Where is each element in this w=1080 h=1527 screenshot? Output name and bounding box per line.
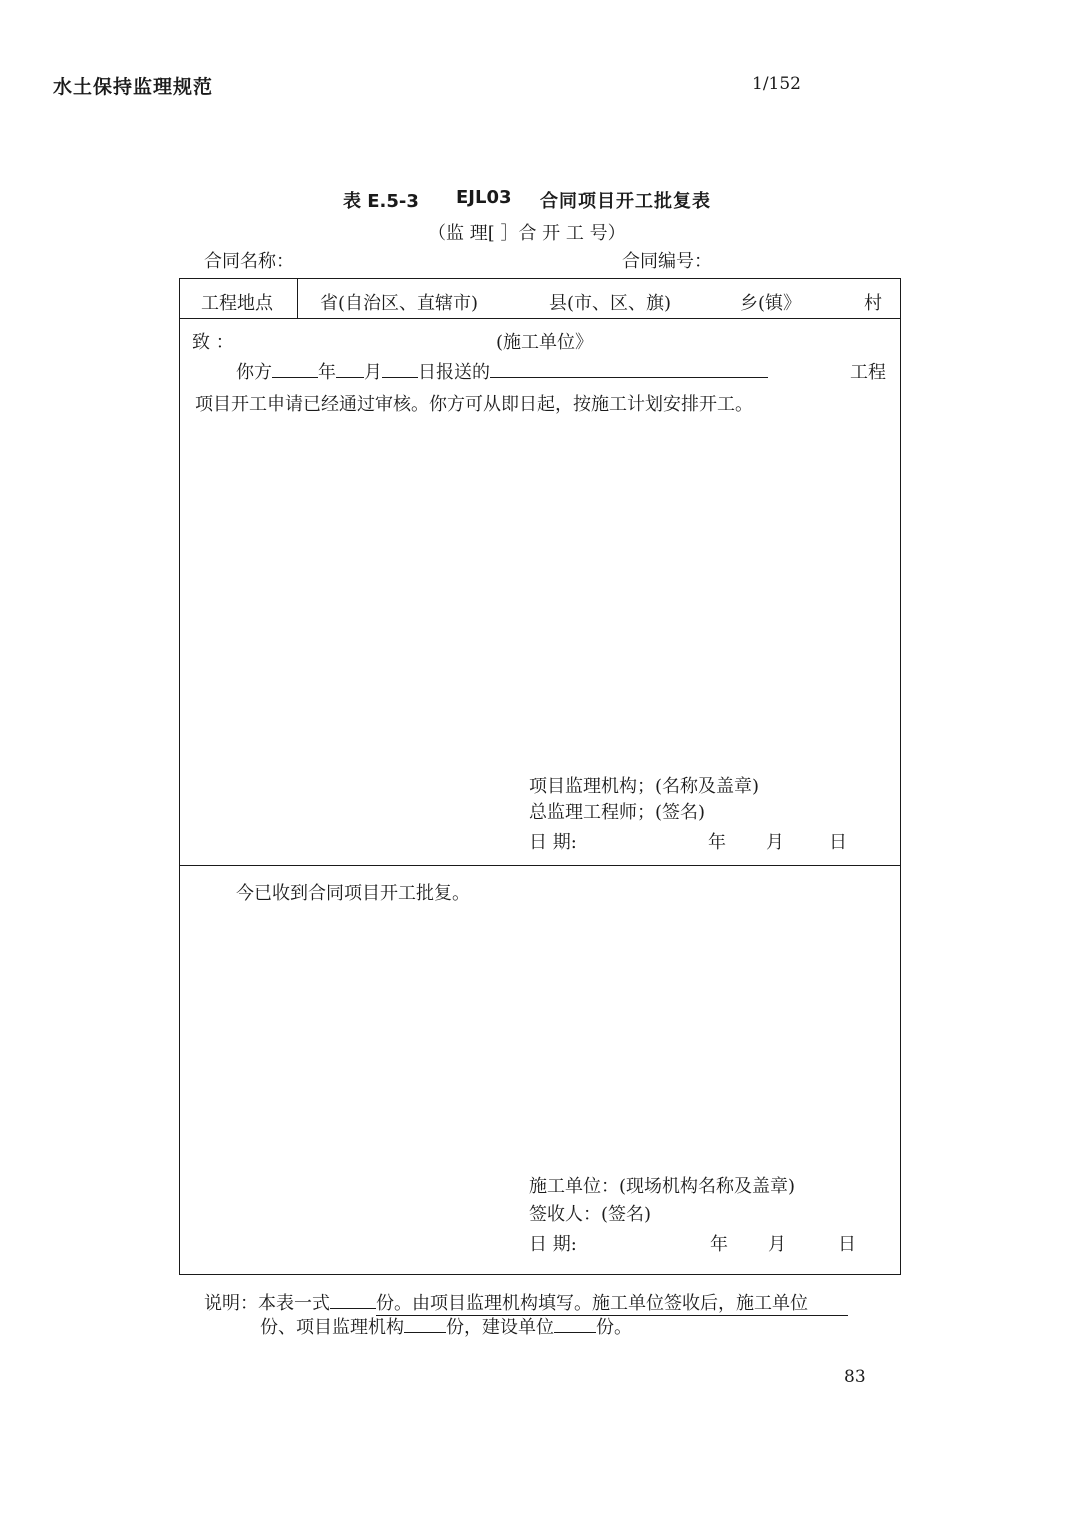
page-indicator: 1/152	[752, 74, 801, 94]
project-blank	[490, 359, 768, 378]
contractor-unit-label: 施工单位：(现场机构名称及盖章)	[529, 1176, 796, 1197]
chief-engineer-label: 总监理工程师；(签名)	[529, 802, 706, 823]
note-part-2: 份、项目监理机构	[260, 1317, 404, 1338]
approval-date-year: 年	[708, 832, 726, 853]
approval-line-1	[236, 358, 768, 384]
form-title-name: 合同项目开工批复表	[540, 191, 711, 212]
month-text: 月	[364, 362, 382, 383]
receipt-date-label: 日 期:	[529, 1234, 577, 1255]
approval-date-month: 月	[766, 832, 784, 853]
day-blank	[382, 359, 418, 378]
location-village: 村	[864, 293, 882, 314]
signer-label: 签收人：(签名)	[529, 1204, 652, 1225]
location-province: 省(自治区、直辖市)	[320, 293, 479, 314]
receipt-text: 今已收到合同项目开工批复。	[236, 883, 470, 904]
project-suffix: 工程	[850, 362, 886, 383]
note-part-3: 份，建设单位	[446, 1317, 554, 1338]
form-title-code: EJL03	[456, 187, 512, 208]
receipt-date-day: 日	[838, 1234, 856, 1255]
receipt-date-month: 月	[768, 1234, 786, 1255]
form-title-prefix: 表 E.5-3	[343, 191, 419, 212]
owner-copies-blank	[554, 1314, 596, 1333]
divider-location	[179, 318, 901, 319]
divider-location-label	[297, 278, 298, 318]
contract-no-label: 合同编号：	[622, 251, 712, 272]
year-blank	[272, 359, 318, 378]
note-part-1: 份。由项目监理机构填写。施工单位签收后，施工单位	[376, 1289, 848, 1316]
note-label: 说明：本表一式	[204, 1293, 330, 1314]
approval-date-day: 日	[829, 832, 847, 853]
year-text: 年	[318, 362, 336, 383]
note-part-4: 份。	[596, 1317, 632, 1338]
month-blank	[336, 359, 364, 378]
submitted-text: 日报送的	[418, 362, 490, 383]
supervision-org-label: 项目监理机构；(名称及盖章)	[529, 776, 760, 797]
contract-name-label: 合同名称：	[204, 251, 294, 272]
divider-receipt	[179, 865, 901, 866]
supervision-copies-blank	[404, 1314, 446, 1333]
note-line-2	[260, 1313, 632, 1339]
location-label: 工程地点	[201, 293, 273, 314]
approval-line-2: 项目开工申请已经通过审核。你方可从即日起，按施工计划安排开工。	[195, 394, 753, 415]
form-subtitle: （监 理[ ］合 开 工 号）	[428, 223, 626, 244]
you-text: 你方	[236, 362, 272, 383]
note-line-1	[204, 1289, 848, 1316]
location-township: 乡(镇》	[740, 293, 802, 314]
to-label: 致 ：	[192, 332, 234, 353]
receipt-date-year: 年	[710, 1234, 728, 1255]
location-county: 县(市、区、旗)	[549, 293, 672, 314]
approval-date-label: 日 期:	[529, 832, 577, 853]
page-number: 83	[844, 1367, 866, 1387]
contractor-hint: (施工单位》	[496, 332, 594, 353]
copies-blank	[330, 1290, 376, 1309]
document-title: 水土保持监理规范	[53, 76, 214, 98]
